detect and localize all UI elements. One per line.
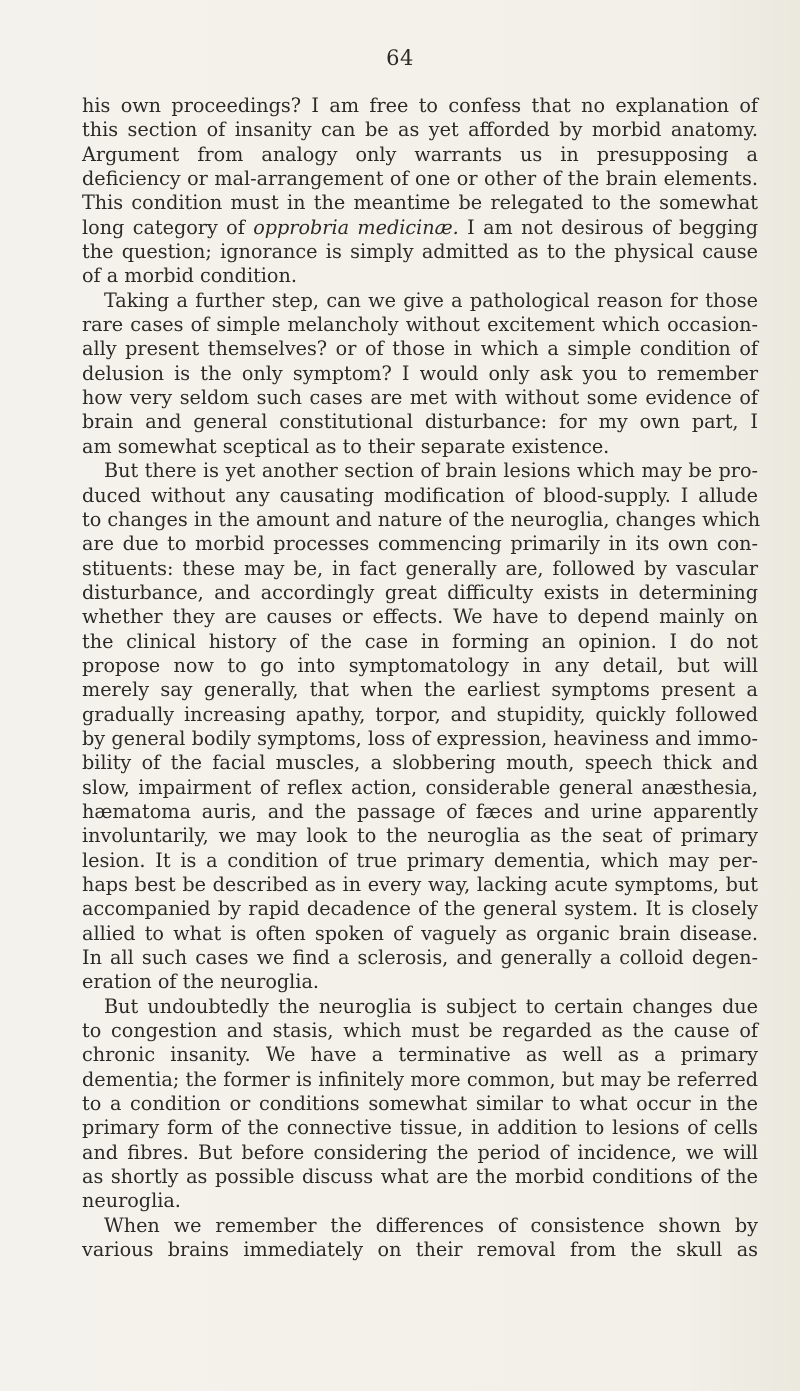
text-line: to changes in the amount and nature of the neuroglia, changes which: [82, 507, 761, 531]
text-line: haps best be described as in every way, lacking acute symptoms, but: [82, 873, 758, 896]
text-line: hæmatoma auris, and the passage of fæces and urine apparently: [82, 799, 758, 823]
text-line: allied to what is often spoken of vaguely as organic brain disease.: [82, 921, 758, 945]
text-line: In all such cases we find a sclerosis, and generally a colloid degen-: [82, 946, 758, 970]
text-line: neuroglia.: [82, 1189, 181, 1213]
text-line: lesion. It is a condition of true primary dementia, which may per-: [82, 848, 758, 872]
text-line: involuntarily, we may look to the neuroglia as the seat of primary: [82, 824, 758, 848]
paragraph-start: But undoubtedly the neuroglia is subject to certain changes due: [104, 994, 758, 1018]
paragraph-start: Taking a further step, can we give a pathological reason for those: [104, 288, 758, 312]
text-line: rare cases of simple melancholy without excitement which occasion-: [82, 313, 758, 337]
text-line: as shortly as possible discuss what are the morbid conditions of the: [82, 1165, 758, 1189]
text-line: propose now to go into symptomatology in any detail, but will: [82, 653, 758, 677]
text-line: Argument from analogy only warrants us in presupposing a: [82, 142, 758, 166]
text-line: disturbance, and accordingly great difficulty exists in determining: [82, 580, 758, 604]
paragraph-start: When we remember the differences of consistence shown by: [104, 1213, 758, 1237]
text-line: of a morbid condition.: [82, 264, 297, 288]
text-line: gradually increasing apathy, torpor, and stupidity, quickly followed: [82, 702, 758, 726]
latin-phrase: opprobria medicinæ.: [253, 215, 459, 239]
text-line: delusion is the only symptom? I would only ask you to remember: [82, 361, 758, 385]
text-line: deficiency or mal-arrangement of one or other of the brain elements.: [82, 167, 758, 191]
paragraph-start: But there is yet another section of brain lesions which may be pro-: [104, 459, 758, 483]
text-line: duced without any causating modification of blood-supply. I allude: [82, 483, 758, 507]
text-line: ally present themselves? or of those in which a simple condition of: [82, 337, 758, 361]
text-line: merely say generally, that when the earliest symptoms present a: [82, 678, 758, 702]
text-line: his own proceedings? I am free to confess that no explanation of: [82, 94, 758, 117]
text-line: This condition must in the meantime be relegated to the somewhat: [82, 191, 758, 215]
body-text: [82, 94, 761, 1263]
text-line: am somewhat sceptical as to their separate existence.: [82, 434, 610, 458]
text-line: whether they are causes or effects. We have to depend mainly on: [82, 605, 758, 629]
text-line: the question; ignorance is simply admitted as to the physical cause: [82, 240, 758, 264]
text-line: are due to morbid processes commencing primarily in its own con-: [82, 532, 758, 556]
text-line: eration of the neuroglia.: [82, 970, 319, 994]
text-line: the clinical history of the case in forming an opinion. I do not: [82, 629, 758, 653]
text-line: slow, impairment of reflex action, considerable general anæsthesia,: [82, 775, 758, 799]
text-line: long category of opprobria medicinæ. I am not desirous of begging: [82, 215, 758, 239]
text-line: primary form of the connective tissue, in addition to lesions of cells: [82, 1116, 758, 1140]
text-line: how very seldom such cases are met with without some evidence of: [82, 386, 758, 410]
text-line: by general bodily symptoms, loss of expression, heaviness and immo-: [82, 726, 758, 750]
text-line: stituents: these may be, in fact generally are, followed by vascular: [82, 556, 758, 580]
text-line: accompanied by rapid decadence of the general system. It is closely: [82, 897, 758, 921]
text-line: and fibres. But before considering the period of incidence, we will: [82, 1140, 758, 1164]
text-line: to congestion and stasis, which must be regarded as the cause of: [82, 1019, 758, 1043]
text-line: various brains immediately on their removal from the skull as: [82, 1238, 758, 1262]
text-line: bility of the facial muscles, a slobbering mouth, speech thick and: [82, 751, 758, 775]
text-line: brain and general constitutional disturbance: for my own part, I: [82, 410, 758, 434]
text-line: chronic insanity. We have a terminative as well as a primary: [82, 1043, 758, 1067]
text-line: dementia; the former is infinitely more common, but may be referred: [82, 1067, 758, 1091]
page-number: 64: [386, 46, 414, 70]
text-line: this section of insanity can be as yet afforded by morbid anatomy.: [82, 118, 758, 142]
text-line: to a condition or conditions somewhat similar to what occur in the: [82, 1092, 758, 1116]
